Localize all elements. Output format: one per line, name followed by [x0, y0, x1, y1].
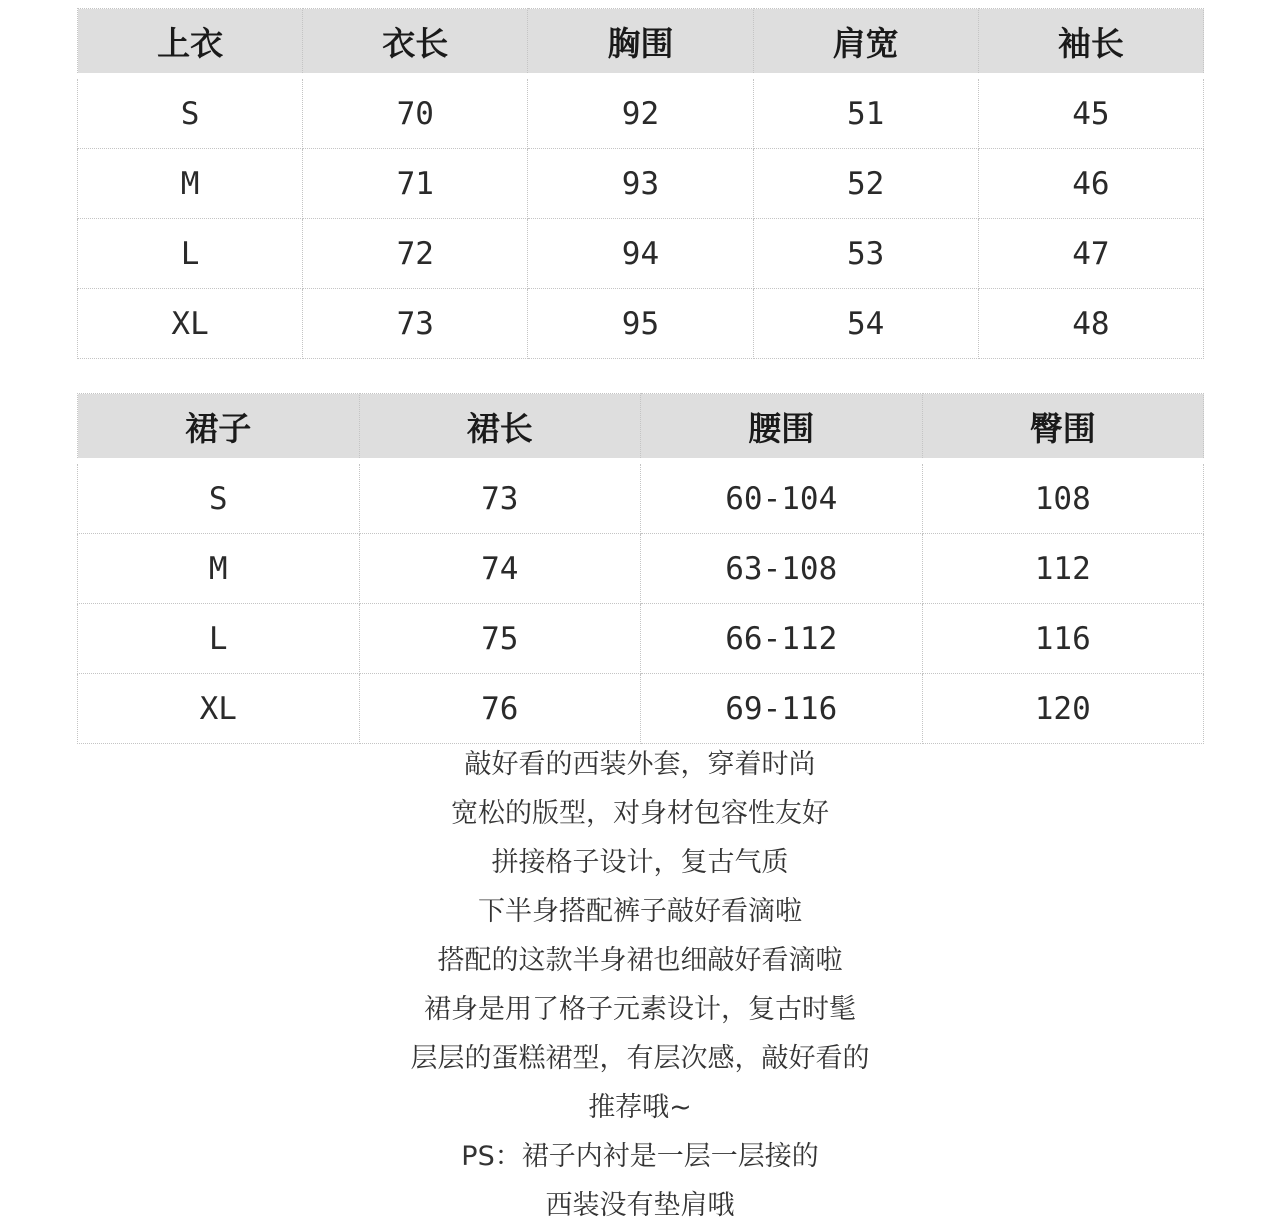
header-cell: 裙子 [78, 394, 360, 462]
header-cell: 臀围 [922, 394, 1204, 462]
table-cell: 74 [359, 534, 641, 604]
table-row [78, 604, 1204, 674]
description-line: 下半身搭配裤子敲好看滴啦 [478, 896, 802, 927]
table-cell: 46 [978, 149, 1203, 219]
table-cell: 95 [528, 289, 753, 359]
top-size-table [77, 8, 1204, 359]
size-label-cell: S [78, 76, 303, 149]
description-line: PS：裙子内衬是一层一层接的 [461, 1141, 819, 1172]
table-cell: 63-108 [641, 534, 923, 604]
table-cell: 66-112 [641, 604, 923, 674]
size-label-cell: L [78, 219, 303, 289]
table-cell: 45 [978, 76, 1203, 149]
size-label-cell: L [78, 604, 360, 674]
table-cell: 116 [922, 604, 1204, 674]
table-cell: 75 [359, 604, 641, 674]
table-header-row [78, 9, 1204, 77]
table-cell: 73 [359, 461, 641, 534]
table-row [78, 674, 1204, 744]
size-label-cell: M [78, 534, 360, 604]
table-cell: 52 [753, 149, 978, 219]
description-line: 层层的蛋糕裙型，有层次感，敲好看的 [410, 1043, 870, 1074]
table-cell: 51 [753, 76, 978, 149]
table-cell: 120 [922, 674, 1204, 744]
size-label-cell: S [78, 461, 360, 534]
table-cell: 112 [922, 534, 1204, 604]
header-cell: 胸围 [528, 9, 753, 77]
table-cell: 92 [528, 76, 753, 149]
table-cell: 69-116 [641, 674, 923, 744]
header-cell: 腰围 [641, 394, 923, 462]
header-cell: 上衣 [78, 9, 303, 77]
table-cell: 60-104 [641, 461, 923, 534]
skirt-size-table [77, 393, 1204, 744]
table-cell: 71 [303, 149, 528, 219]
table-row [78, 461, 1204, 534]
description-line: 裙身是用了格子元素设计，复古时髦 [424, 994, 856, 1025]
table-cell: 94 [528, 219, 753, 289]
table-row [78, 149, 1204, 219]
table-header-row [78, 394, 1204, 462]
table-row [78, 76, 1204, 149]
header-cell: 肩宽 [753, 9, 978, 77]
size-label-cell: M [78, 149, 303, 219]
table-row [78, 219, 1204, 289]
table-cell: 108 [922, 461, 1204, 534]
description-line: 拼接格子设计，复古气质 [491, 847, 789, 878]
table-row [78, 289, 1204, 359]
table-row [78, 534, 1204, 604]
description-line: 搭配的这款半身裙也细敲好看滴啦 [437, 945, 843, 976]
table-cell: 70 [303, 76, 528, 149]
description-line: 推荐哦~ [588, 1092, 692, 1123]
header-cell: 衣长 [303, 9, 528, 77]
table-cell: 47 [978, 219, 1203, 289]
table-cell: 73 [303, 289, 528, 359]
table-cell: 93 [528, 149, 753, 219]
description-line: 敲好看的西装外套，穿着时尚 [464, 749, 816, 780]
table-cell: 53 [753, 219, 978, 289]
size-label-cell: XL [78, 674, 360, 744]
header-cell: 袖长 [978, 9, 1203, 77]
description-line: 西装没有垫肩哦 [545, 1190, 735, 1221]
table-cell: 54 [753, 289, 978, 359]
header-cell: 裙长 [359, 394, 641, 462]
table-cell: 48 [978, 289, 1203, 359]
product-description [0, 740, 1280, 1230]
description-line: 宽松的版型，对身材包容性友好 [451, 798, 829, 829]
table-cell: 72 [303, 219, 528, 289]
table-cell: 76 [359, 674, 641, 744]
size-label-cell: XL [78, 289, 303, 359]
